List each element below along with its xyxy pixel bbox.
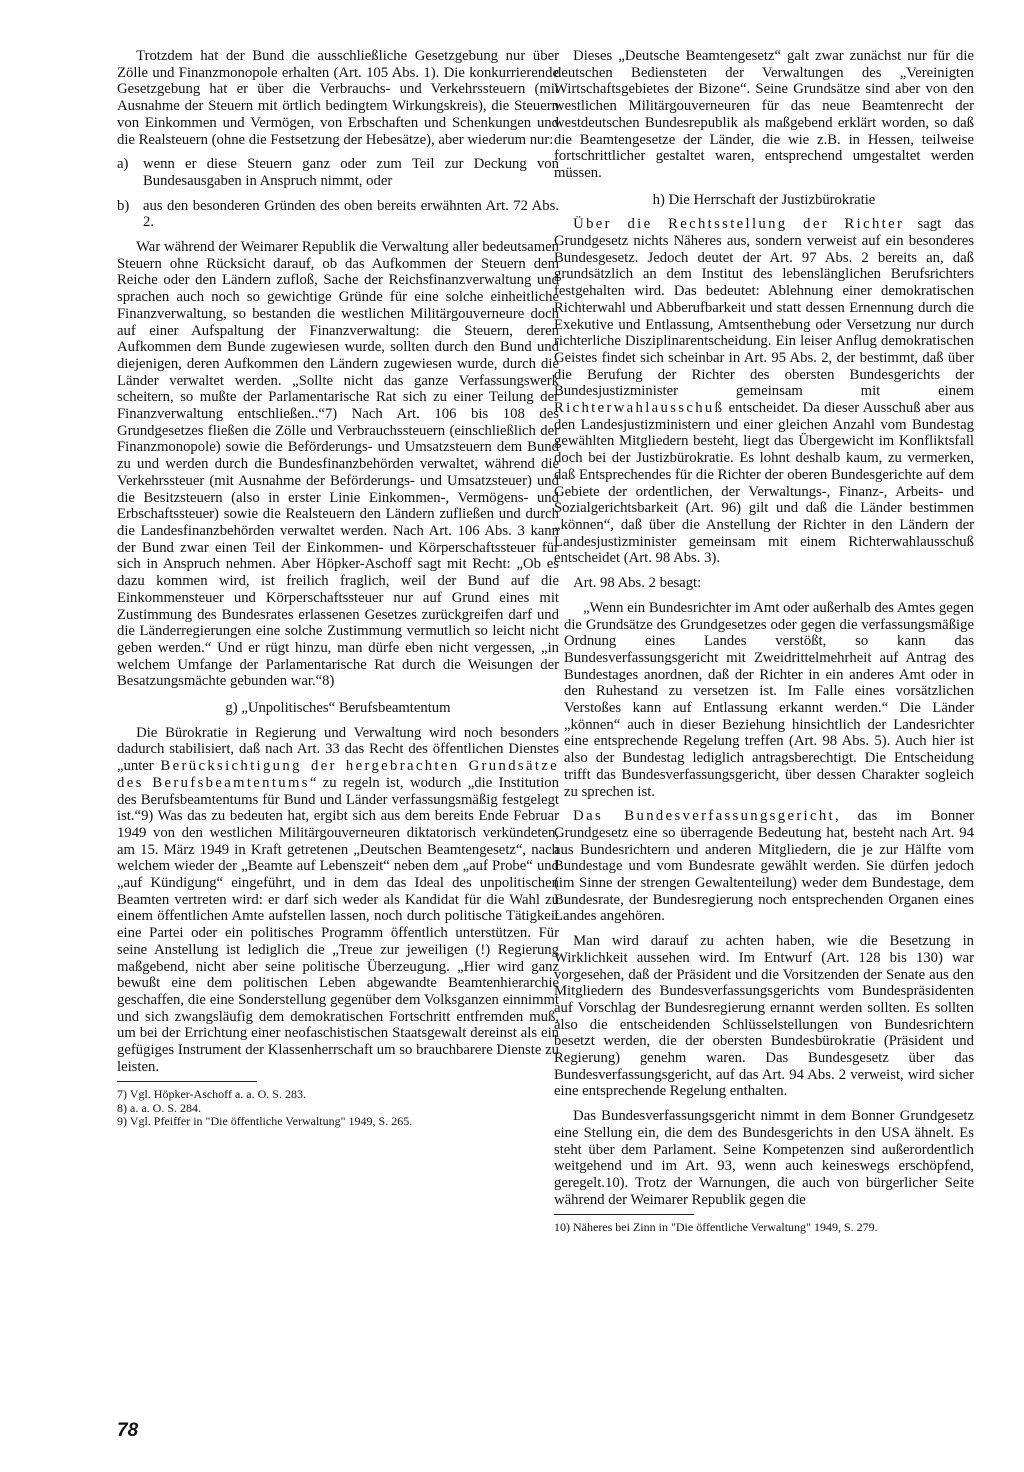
paragraph: Trotzdem hat der Bund die ausschließliche Gesetzgebung nur über Zölle und Finanzmonopole erhalten (Art. 105 Abs. 1). Die konkurrierende Gesetzgebung hat er über die Verbrauchs- und Verkehrssteuern (mit Ausnahme der Steuern mit örtlich bedingtem Wirkungskreis), die Steuern von Einkommen und Vermögen, von Erbschaften und Schenkungen und die Realsteuern (ohne die Festsetzung der Hebesätze), aber wiederum nur: [117, 48, 559, 148]
footnote-rule [117, 1081, 257, 1082]
page-number: 78 [117, 1420, 139, 1441]
footnote: 8) a. a. O. S. 284. [117, 1100, 201, 1115]
footnote-rule [554, 1214, 694, 1215]
spaced-emphasis: Berücksichtigung der hergebrachten Grundsätze des Berufsbeamtentums [117, 758, 559, 791]
spaced-emphasis: Richterwahlausschuß [554, 400, 725, 417]
right-column [554, 48, 974, 1235]
paragraph: Das Bundesverfassungsgericht, das im Bonner Grundgesetz eine so überragende Bedeutung hat, besteht nach Art. 94 aus Bundesrichtern und anderen Mitgliedern, die je zur Hälfte vom Bundestage und vom Bundesrate gewählt werden. Sie dürfen jedoch (im Sinne der strengen Gewaltenteilung) weder dem Bundestage, dem Bundesrate, der Bundesregierung noch entsprechenden Organen eines Landes angehören. [554, 808, 974, 925]
list-label: a) [117, 156, 129, 173]
paragraph: Die Bürokratie in Regierung und Verwaltung wird noch besonders dadurch stabilisiert, daß nach Art. 33 das Recht des öffentlichen Dienstes „unter Berücksichtigung der hergebrachten Grundsätze des Berufsbeamtentums“ zu regeln ist, wodurch „die Institution des Berufsbeamtentums für Bund und Länder verfassungsmäßig festgelegt ist.“9) Was das zu bedeuten hat, ergibt sich aus dem bereits Ende Februar 1949 von den westlichen Militärgouverneuren diktatorisch verkündeten, am 15. März 1949 in Kraft getretenen „Deutschen Beamtengesetz“, nach welchem wieder der „Beamte auf Lebenszeit“ neben dem „auf Probe“ und „auf Kündigung“ eingeführt, und in dem das Ideal des unpolitischen Beamten vertreten wird: er darf sich weder als Kandidat für die Wahl zu einem öffentlichen Amte aufstellen lassen, noch durch politische Tätigkeit eine Partei oder ein politisches Programm öffentlich unterstützen. Für seine Anstellung ist lediglich die „Treue zur jeweiligen (!) Regierung maßgebend, nicht aber seine politische Überzeugung. „Hier wird ganz bewußt eine dem politischen Leben abgewandte Beamtenhierarchie geschaffen, die eine Sonderstellung gegenüber dem Volksganzen einnimmt und sich zwangsläufig dem demokratischen Fortschritt entfremden muß, um bei der Errichtung einer neofaschistischen Staatsgewalt dereinst als ein gefügiges Instrument der Klassenherrschaft um so brauchbarere Dienste zu leisten. [117, 724, 559, 1075]
paragraph: War während der Weimarer Republik die Verwaltung aller bedeutsamen Steuern ohne Rücksicht darauf, ob das Aufkommen der Steuern dem Reiche oder den Ländern zufloß, Sache der Reichsfinanzverwaltung und sprachen auch noch so gewichtige Gründe für eine solche einheitliche Finanzverwaltung, so bestanden die westlichen Militärgouverneure doch auf einer Aufspaltung der Finanzverwaltung: die Steuern, deren Aufkommen dem Bunde zugewiesen wurde, sollten durch den Bund und diejenigen, deren Aufkommen den Ländern zugewiesen wurde, durch die Länder verwaltet werden. „Sollte nicht das ganze Verfassungswerk scheitern, so mußte der Parlamentarische Rat sich zu einer Teilung der Finanzverwaltung entschließen..“7) Nach Art. 106 bis 108 des Grundgesetzes fließen die Zölle und Verbrauchssteuern (einschließlich der Finanzmonopole) sowie die Beförderungs- und Umsatzsteuern dem Bund zu und werden durch die Bundesfinanzbehörden verwaltet, während die Verkehrssteuer (mit Ausnahme der Beförderungs- und Umsatzsteuer) und die Besitzsteuern (also in erster Linie Einkommen-, Vermögens- und Erbschaftssteuer) sowie die Realsteuern den Ländern zufließen und durch die Landesfinanzbehörden verwaltet werden. Nach Art. 106 Abs. 3 kann der Bund zwar einen Teil der Einkommen- und Körperschaftssteuer für sich in Anspruch nehmen. Aber Höpker-Aschoff sagt mit Recht: „Ob es dazu kommen wird, ist freilich fraglich, weil der Bund auf die Einkommensteuer und Körperschaftssteuer nur auf Grund eines mit Zustimmung des Bundesrates erlassenen Gesetzes zurückgreifen darf und die Länderregierungen eine solche Zustimmung vermutlich so leicht nicht geben werden.“ Und er rügt hinzu, man dürfe eben nicht vergessen, „in welchem Umfange der Parlamentarische Rat durch die Weisungen der Besatzungsmächte gebunden war.“8) [117, 239, 559, 690]
footnote: 10) Näheres bei Zinn in "Die öffentliche Verwaltung" 1949, S. 279. [554, 1220, 878, 1235]
paragraph: Man wird darauf zu achten haben, wie die Besetzung in Wirklichkeit aussehen wird. Im Entwurf (Art. 128 bis 130) war vorgesehen, daß der Präsident und die Vorsitzenden der Senate aus den Mitgliedern des Bundesverfassungsgerichts vom Bundespräsidenten auf Vorschlag der Bundesregierung ernannt werden sollten. Es sollten also die entscheidenden Schlüsselstellungen von Bundesrichtern besetzt werden, die der obersten Bundesbürokratie (Präsident und Regierung) genehm waren. Das Bundesgesetz über das Bundesverfassungsgericht, auf das Art. 94 Abs. 2 verweist, wird sicher eine entsprechende Regelung enthalten. [554, 933, 974, 1100]
spaced-emphasis: Über die Rechtsstellung der Richter [573, 216, 905, 233]
quotation: „Wenn ein Bundesrichter im Amt oder außerhalb des Amtes gegen die Grundsätze des Grundgesetzes oder gegen die verfassungsmäßige Ordnung eines Landes verstößt, so kann das Bundesverfassungsgericht mit Zweidrittelmehrheit auf Antrag des Bundestages anordnen, daß der Richter in ein anderes Amt oder in den Ruhestand zu versetzen ist. Im Falle eines vorsätzlichen Verstoßes kann auf Entlassung erkannt werden.“ Die Länder „können“ auch in dieser Beziehung hinsichtlich der Landesrichter eine entsprechende Regelung treffen (Art. 98 Abs. 5). Auch hier ist also der Bundestag lediglich antragsberechtigt. Die Entscheidung trifft das Bundesverfassungsgericht, über dessen Charakter sogleich zu sprechen ist. [564, 599, 974, 800]
list-label: b) [117, 197, 130, 214]
footnote: 9) Vgl. Pfeiffer in "Die öffentliche Verwaltung" 1949, S. 265. [117, 1114, 413, 1129]
paragraph: Das Bundesverfassungsgericht nimmt in dem Bonner Grundgesetz eine Stellung ein, die dem des Bundesgerichts in den USA ähnelt. Es steht über dem Parlament. Seine Kompetenzen sind außerordentlich weitgehend und im Art. 93, wenn auch keineswegs erschöpfend, geregelt.10). Trotz der Warnungen, die auch von bürgerlicher Seite während der Weimarer Republik gegen die [554, 1108, 974, 1208]
spaced-emphasis: Das Bundesverfassungsgericht [573, 808, 835, 825]
list-text: aus den besonderen Gründen des oben bereits erwähnten Art. 72 Abs. 2. [143, 197, 559, 231]
paragraph: Art. 98 Abs. 2 besagt: [573, 575, 702, 592]
paragraph: Über die Rechtsstellung der Richter sagt das Grundgesetz nichts Näheres aus, sondern verweist auf ein besonderes Bundesgesetz. Jedoch deutet der Art. 97 Abs. 2 bereits an, daß grundsätzlich an dem Institut des lebenslänglichen Berufsrichters festgehalten wird. Das bedeutet: Ablehnung einer demokratischen Richterwahl und Abberufbarkeit und statt dessen Ernennung durch die Exekutive und Entlassung, Amtsenthebung oder Versetzung nur durch richterliche Disziplinarentscheidung. Ein leiser Anflug demokratischen Geistes findet sich scheinbar in Art. 95 Abs. 2, der bestimmt, daß über die Berufung der Richter des obersten Bundesgerichts der Bundesjustizminister gemeinsam mit einem Richterwahlausschuß entscheidet. Da dieser Ausschuß aber aus den Landesjustizministern und einer gleichen Anzahl vom Bundestag gewählten Mitgliedern besteht, liegt das Übergewicht im Konfliktsfall doch bei der Justizbürokratie. Es lohnt deshalb kaum, zu vermerken, daß Entsprechendes für die Richter der oberen Bundesgerichte auf dem Gebiete der ordentlichen, der Verwaltungs-, Finanz-, Arbeits- und Sozialgerichtsbarkeit (Art. 96) gilt und daß die Länder bestimmen „können“, daß über die Anstellung der Richter in den Ländern der Landesjustizminister gemeinsam mit einem Richterwahlausschuß entscheidet (Art. 98 Abs. 3). [554, 216, 974, 567]
list-item [117, 198, 559, 231]
list-text: wenn er diese Steuern ganz oder zum Teil zur Deckung von Bundesausgaben in Anspruch nimmt, oder [143, 156, 559, 189]
paragraph: Dieses „Deutsche Beamtengesetz“ galt zwar zunächst nur für die deutschen Bediensteten der Verwaltungen des „Vereinigten Wirtschaftsgebietes der Bizone“. Seine Grundsätze sind aber von den westlichen Militärgouverneuren für das neue Beamtenrecht der westdeutschen Bundesrepublik als maßgebend erklärt worden, so daß die Beamtengesetze der Länder, die wie z.B. in Hessen, teilweise fortschrittlicher gestaltet waren, entsprechend umgestaltet werden müssen. [554, 48, 974, 181]
left-column [117, 48, 559, 1129]
section-heading: g) „Unpolitisches“ Berufsbeamtentum [225, 700, 451, 717]
footnote: 7) Vgl. Höpker-Aschoff a. a. O. S. 283. [117, 1087, 306, 1102]
section-heading: h) Die Herrschaft der Justizbürokratie [652, 191, 876, 208]
list-item [117, 156, 559, 189]
